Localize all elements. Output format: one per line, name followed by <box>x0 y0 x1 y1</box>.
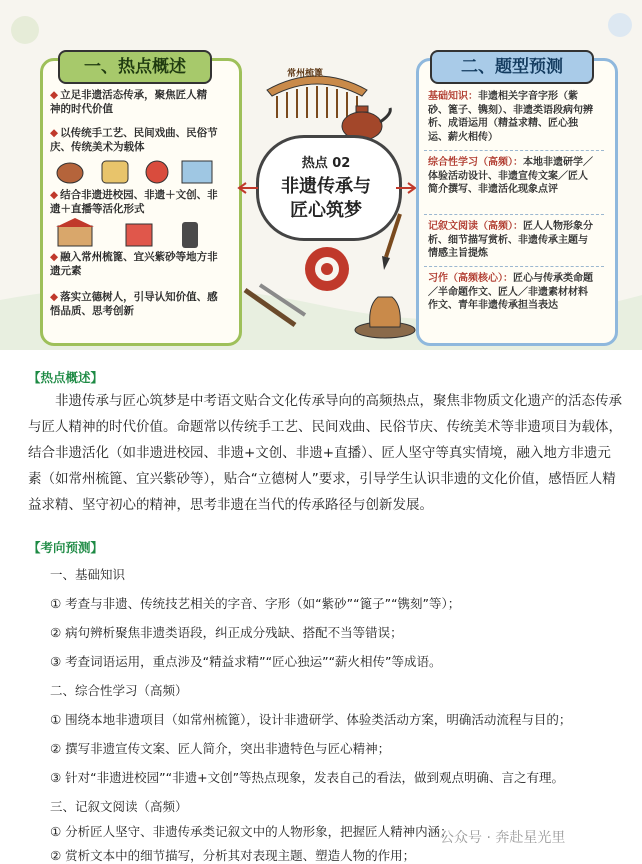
comprehensive-point-1: ① 围绕本地非遗项目（如常州梳篦），设计非遗研学、体验类活动方案，明确活动流程与目的； <box>50 712 572 727</box>
right-divider <box>424 266 604 267</box>
basic-point-3: ③ 考查词语运用，重点涉及“精益求精”“匠心独运”“薪火相传”等成语。 <box>50 654 442 669</box>
activity-icons-row <box>52 218 222 248</box>
comprehensive-point-3: ③ 针对“非遗进校园”“非遗+文创”等热点现象，发表自己的看法，做到观点明确、言之有理。 <box>50 770 565 785</box>
item-bullet-icon: ◆ <box>50 127 59 139</box>
subsection-narrative: 三、记叙文阅读（高频） <box>50 799 188 814</box>
arrow-right-icon <box>394 182 418 194</box>
comb-label: 常州梳篦 <box>287 69 324 79</box>
item-bullet-icon: ◆ <box>50 251 59 263</box>
brush-icon <box>378 212 408 272</box>
overview-paragraph: 非遗传承与匠心筑梦是中考语文贴合文化传承导向的高频热点，聚焦非物质文化遗产的活态传承与匠人精神的时代价值。命题常以传统手工艺、民间戏曲、民俗节庆、传统美术等非遗项目为载体，结合非遗活化（如非遗进校园、非遗+文创、非遗+直播）、匠人坚守等真实情境，融入地方非遗元素（如常州梳篦、宜兴紫砂等），贴合“立德树人”要求，引导学生认识非遗的文化价值，感悟匠人精益求精、坚守初心的精神，思考非遗在当代的传承路径与创新发展。 <box>28 393 622 513</box>
hot-topic-number: 热点 02 <box>301 156 351 171</box>
right-item-writing: 习作（高频核心）：匠心与传承类命题／半命题作文、匠人／非遗素材材料作文、青年非遗传承担当表达 <box>428 273 593 311</box>
right-divider <box>424 214 604 215</box>
right-item-narrative: 记叙文阅读（高频）：匠人人物形象分析、细节描写赏析、非遗传承主题与情感主旨提炼 <box>428 221 593 259</box>
subsection-comprehensive: 二、综合性学习（高频） <box>50 683 188 698</box>
right-item-basic: 基础知识：非遗相关字音字形（紫砂、篦子、镌刻）、非遗类语段病句辨析、成语运用（精益求精、匠心独运、薪火相传） <box>428 91 593 143</box>
right-item-comprehensive: 综合性学习（高频）：本地非遗研学／体验活动设计、非遗宣传文案／匠人简介撰写、非遗活化现象点评 <box>428 157 593 195</box>
craft-icons-row <box>52 155 222 185</box>
basic-point-1: ① 考查与非遗、传统技艺相关的字音、字形（如“紫砂”“篦子”“镌刻”等）； <box>50 596 461 611</box>
carving-tools-icon <box>240 280 310 330</box>
subsection-basic: 一、基础知识 <box>50 567 126 582</box>
left-item-3: ◆ 结合非遗进校园、非遗＋文创、非遗＋直播等活化形式 <box>50 189 218 215</box>
right-divider <box>424 150 604 151</box>
arrow-left-icon <box>236 182 260 194</box>
left-item-1: ◆ 立足非遗活态传承，聚焦匠人精神的时代价值 <box>50 89 208 115</box>
exam-forecast-heading: 【考向预测】 <box>28 540 104 555</box>
basic-point-2: ② 病句辨析聚焦非遗类语段，纠正成分残缺、搭配不当等错误； <box>50 625 403 640</box>
item-bullet-icon: ◆ <box>50 189 59 201</box>
comprehensive-point-2: ② 撰写非遗宣传文案、匠人简介，突出非遗特色与匠心精神； <box>50 741 391 756</box>
hot-topic-title-line1: 非遗传承与 <box>281 176 371 197</box>
infographic <box>0 0 642 350</box>
watermark: 公众号 · 奔赴星光里 <box>440 830 566 846</box>
narrative-point-1: ① 分析匠人坚守、非遗传承类记叙文中的人物形象，把握匠人精神内涵； <box>50 824 453 839</box>
hot-overview-heading: 【热点概述】 <box>28 370 104 385</box>
narrative-point-2: ② 赏析文本中的细节描写，分析其对表现主题、塑造人物的作用； <box>50 848 416 863</box>
left-item-4: ◆ 融入常州梳篦、宜兴紫砂等地方非遗元素 <box>50 251 218 277</box>
item-bullet-icon: ◆ <box>50 89 59 101</box>
left-item-5: ◆ 落实立德树人，引导认知价值、感悟品质、思考创新 <box>50 291 218 317</box>
question-type-tag: 二、题型预测 <box>430 50 594 84</box>
pottery-wheel-icon <box>350 285 420 340</box>
hot-overview-tag: 一、热点概述 <box>58 50 212 84</box>
hot-topic-title-line2: 匠心筑梦 <box>290 200 362 221</box>
item-bullet-icon: ◆ <box>50 291 59 303</box>
left-item-2: ◆ 以传统手工艺、民间戏曲、民俗节庆、传统美术为载体 <box>50 127 218 153</box>
